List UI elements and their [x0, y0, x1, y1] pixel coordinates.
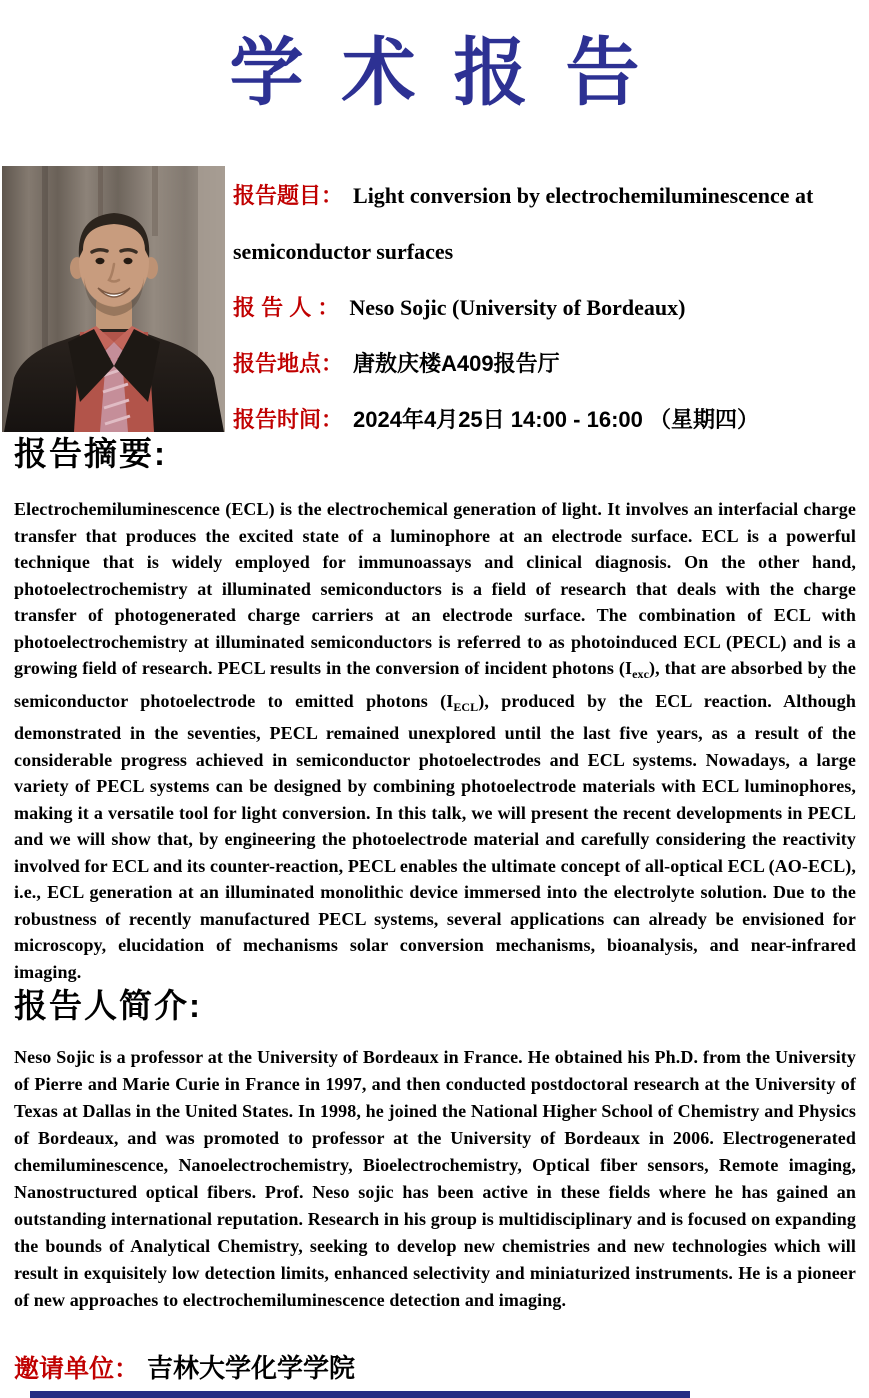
- time-label: 报告时间：: [233, 407, 344, 432]
- time-value: 2024年4月25日 14:00 - 16:00 （星期四）: [353, 407, 759, 432]
- talk-title-label: 报告题目：: [233, 183, 344, 208]
- abstract-seg-3: ), produced by the ECL reaction. Although demonstrated in the seventies, PECL remained unexplored until the last five years, as a result of the considerable progress achieved in semiconductor photoelectrodes and ECL systems. Nowadays, a large variety of PECL systems can be designed by combining photoelectrode materials with ECL luminophores, making it a versatile tool for light conversion. In this talk, we will present the recent developments in PECL and we will show that, by engineering the photoelectrode material and carefully considering the reactivity involved for ECL and its counter-reaction, PECL enables the ultimate concept of all-optical ECL (AO-ECL), i.e., ECL generation at an illuminated monolithic device immersed into the electrolyte solution. Due to the robustness of recently manufactured PECL systems, several applications can already be envisioned for microscopy, elucidation of mechanisms solar conversion mechanisms, bioanalysis, and near-infrared imaging.: [14, 690, 856, 982]
- location-value: 唐敖庆楼A409报告厅: [353, 351, 560, 376]
- speaker-photo: [2, 166, 225, 432]
- bio-text: Neso Sojic is a professor at the University of Bordeaux in France. He obtained his Ph.D. from the University of Pierre and Marie Curie in France in 1997, and then conducted postdoctoral research at the University of Texas at Dallas in the United States. In 1998, he joined the National Higher School of Chemistry and Physics of Bordeaux, and was promoted to professor at the University of Bordeaux in 2006. Electrogenerated chemiluminescence, Nanoelectrochemistry, Bioelectrochemistry, Optical fiber sensors, Remote imaging, Nanostructured optical fibers. Prof. Neso sojic has been active in these fields where he has gained an outstanding international reputation. Research in his group is multidisciplinary and is focused on expanding the bounds of Analytical Chemistry, seeking to develop new chemistries and new technologies which will result in exquisitely low detection limits, enhanced selectivity and miniaturized instruments. He is a pioneer of new approaches to electrochemiluminescence detection and imaging.: [14, 1047, 856, 1310]
- abstract-seg-1: Electrochemiluminescence (ECL) is the electrochemical generation of light. It involves an interfacial charge transfer that produces the excited state of a luminophore at an electrode surface. ECL is a powerful technique that is widely employed for immunoassays and clinical diagnosis. On the other hand, photoelectrochemistry at illuminated semiconductors is a field of research that deals with the charge transfer of photogenerated charge carriers at an electrode surface. The combination of ECL with photoelectrochemistry at illuminated semiconductors is referred to as photoinduced ECL (PECL) and is a growing field of research. PECL results in the conversion of incident photons (I: [14, 499, 856, 678]
- speaker-portrait-image: [2, 166, 225, 432]
- page-title: 学术报告: [229, 31, 678, 114]
- info-row-location: [233, 336, 863, 392]
- abstract-seg-2: ), that are absorbed by the semiconductor photoelectrode to emitted photons (I: [14, 658, 856, 711]
- abstract-text: [14, 496, 856, 985]
- bottom-rule: [30, 1391, 690, 1398]
- info-row-speaker: [233, 280, 863, 336]
- inviter-value: 吉林大学化学学院: [147, 1353, 356, 1383]
- info-section: [233, 168, 863, 448]
- subscript-ecl: ECL: [453, 699, 479, 714]
- inviter-line: [14, 1348, 355, 1389]
- subscript-exc: exc: [632, 667, 650, 681]
- info-row-time: [233, 392, 863, 448]
- inviter-label: 邀请单位：: [14, 1355, 140, 1383]
- speaker-label: 报 告 人 ：: [233, 295, 340, 320]
- speaker-value: Neso Sojic (University of Bordeaux): [349, 295, 686, 320]
- talk-title-value: Light conversion by electrochemiluminescence at semiconductor surfaces: [233, 183, 814, 264]
- bio-heading: 报告人简介:: [14, 987, 202, 1024]
- abstract-heading: 报告摘要:: [14, 435, 167, 472]
- location-label: 报告地点：: [233, 351, 344, 376]
- info-row-title: [233, 168, 863, 280]
